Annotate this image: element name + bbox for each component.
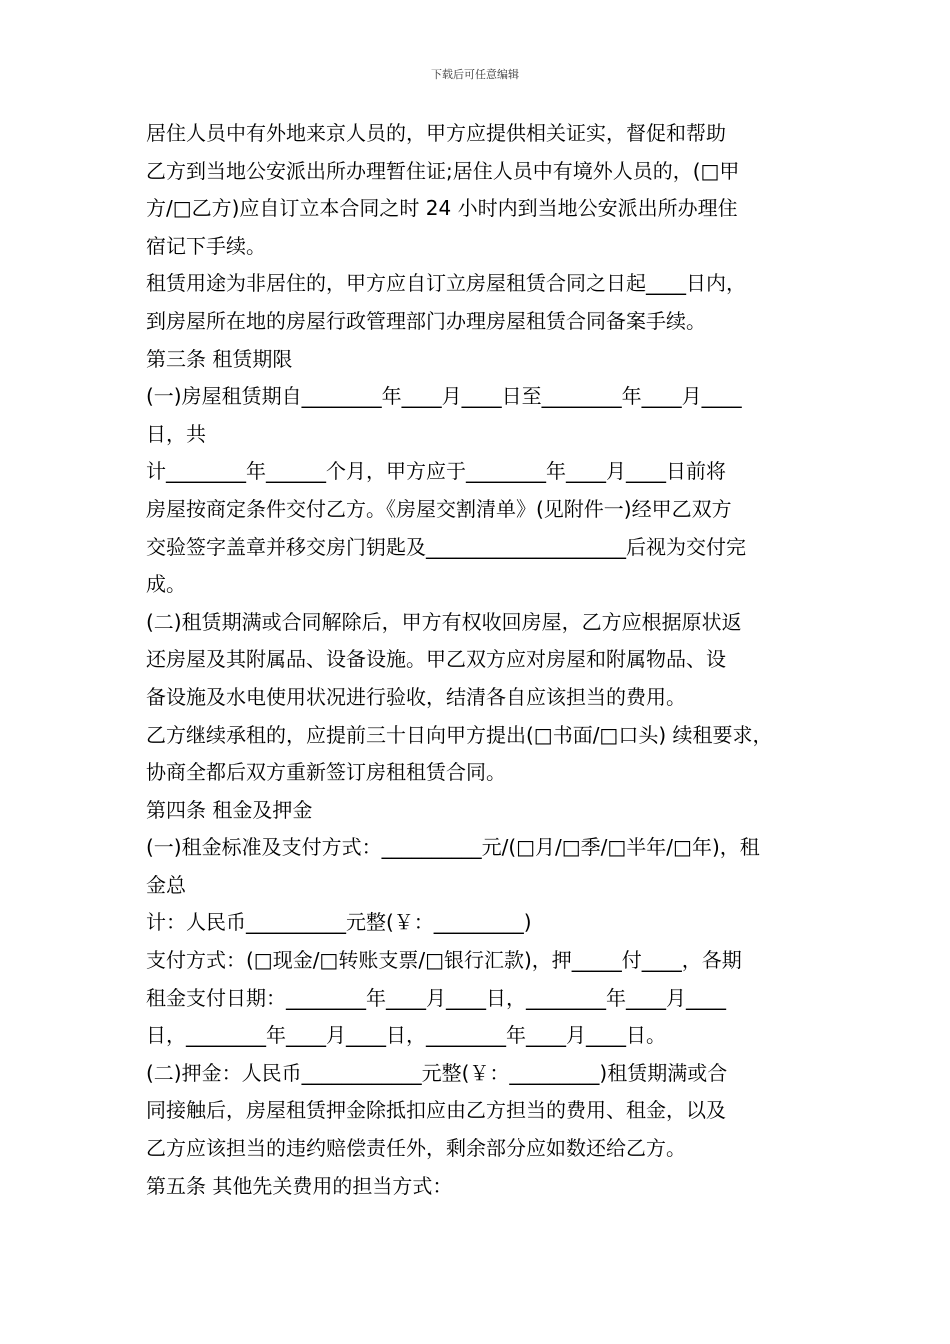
document-body: [146, 115, 826, 1205]
paragraph-line: 房屋按商定条件交付乙方。《房屋交割清单》(见附件一)经甲乙双方: [146, 496, 732, 521]
paragraph-line: 协商全都后双方重新签订房租租赁合同。: [146, 760, 506, 785]
paragraph-line: 租赁用途为非居住的，甲方应自订立房屋租赁合同之日起____日内，: [146, 271, 746, 296]
paragraph-line: 乙方到当地公安派出所办理暂住证;居住人员中有境外人员的，(□甲: [146, 158, 740, 183]
paragraph-line: 方/□乙方)应自订立本合同之时 24 小时内到当地公安派出所办理住: [146, 196, 738, 221]
paragraph-line: 乙方应该担当的违约赔偿责任外，剩余部分应如数还给乙方。: [146, 1136, 686, 1161]
paragraph-line: (一)租金标准及支付方式：__________元/(□月/□季/□半年/□年)，租: [146, 835, 760, 860]
section-heading: 第四条 租金及押金: [146, 797, 313, 822]
paragraph-line: 成。: [146, 572, 186, 597]
paragraph-line: 同接触后，房屋租赁押金除抵扣应由乙方担当的费用、租金，以及: [146, 1098, 726, 1123]
paragraph-line: 交验签字盖章并移交房门钥匙及____________________后视为交付完: [146, 534, 746, 559]
paragraph-line: 金总: [146, 872, 186, 897]
paragraph-line: 宿记下手续。: [146, 233, 266, 258]
paragraph-line: 日，共: [146, 421, 206, 446]
paragraph-line: 计：人民币__________元整(￥：_________): [146, 910, 532, 935]
paragraph-line: 租金支付日期：________年____月____日，________年____月____: [146, 985, 726, 1010]
paragraph-line: 乙方继续承租的，应提前三十日向甲方提出(□书面/□口头) 续租要求，: [146, 722, 773, 747]
paragraph-line: 计________年______个月，甲方应于________年____月____日前将: [146, 459, 726, 484]
section-heading: 第五条 其他先关费用的担当方式：: [146, 1173, 453, 1198]
paragraph-line: (二)押金：人民币____________元整(￥：_________)租赁期满或合: [146, 1060, 728, 1085]
paragraph-line: 支付方式：(□现金/□转账支票/□银行汇款)，押_____付____，各期: [146, 948, 742, 973]
paragraph-line: 还房屋及其附属品、设备设施。甲乙双方应对房屋和附属物品、设: [146, 647, 726, 672]
paragraph-line: 居住人员中有外地来京人员的，甲方应提供相关证实，督促和帮助: [146, 121, 726, 145]
paragraph-line: 日，________年____月____日，________年____月____日。: [146, 1023, 666, 1048]
paragraph-line: (一)房屋租赁期自________年____月____日至________年____月____: [146, 384, 742, 409]
page-header: 下载后可任意编辑: [431, 68, 519, 81]
paragraph-line: 到房屋所在地的房屋行政管理部门办理房屋租赁合同备案手续。: [146, 308, 706, 333]
paragraph-line: (二)租赁期满或合同解除后，甲方有权收回房屋，乙方应根据原状返: [146, 609, 742, 634]
section-heading: 第三条 租赁期限: [146, 346, 293, 371]
paragraph-line: 备设施及水电使用状况进行验收，结清各自应该担当的费用。: [146, 684, 686, 709]
